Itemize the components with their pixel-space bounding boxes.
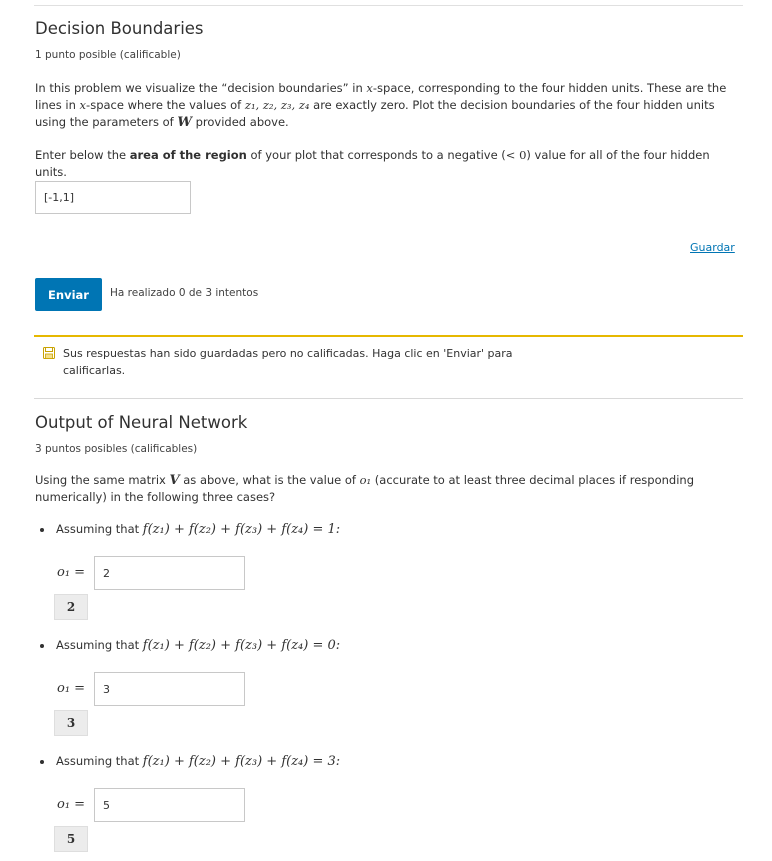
- saved-notice: [34, 335, 743, 385]
- problem-prompt-2: Using the same matrix V as above, what is the value of o₁ (accurate to at least three decimal places if responding numerically) in the following three cases?: [35, 473, 694, 504]
- problem-points-2: 3 puntos posibles (calificables): [35, 443, 198, 455]
- problem-instruction: Enter below the area of the region of your plot that corresponds to a negative (< 0) value for all of the four hidden units.: [35, 148, 710, 179]
- problem-points: 1 punto posible (calificable): [35, 49, 181, 61]
- list-bullet: [40, 644, 44, 648]
- case-1-answer-input[interactable]: [94, 556, 245, 590]
- case-1-variable: o₁ =: [57, 565, 86, 580]
- case-3-variable: o₁ =: [57, 797, 86, 812]
- area-answer-input[interactable]: [35, 181, 191, 214]
- case-2-answer-display: 3: [54, 710, 88, 736]
- save-link[interactable]: Guardar: [690, 241, 735, 254]
- top-divider: [34, 5, 743, 6]
- floppy-disk-icon: [43, 347, 55, 359]
- case-3-condition: Assuming that f(z₁) + f(z₂) + f(z₃) + f(z₄) = 3:: [56, 754, 341, 769]
- case-1-answer-display: 2: [54, 594, 88, 620]
- case-3-answer-display: 5: [54, 826, 88, 852]
- problem-title-decision-boundaries: Decision Boundaries: [35, 19, 204, 38]
- attempts-counter: Ha realizado 0 de 3 intentos: [110, 287, 259, 299]
- submit-button[interactable]: Enviar: [35, 278, 102, 311]
- case-3-answer-input[interactable]: [94, 788, 245, 822]
- case-2-condition: Assuming that f(z₁) + f(z₂) + f(z₃) + f(z₄) = 0:: [56, 638, 341, 653]
- case-2-answer-input[interactable]: [94, 672, 245, 706]
- problem-title-output-neural-network: Output of Neural Network: [35, 413, 248, 432]
- list-bullet: [40, 760, 44, 764]
- case-1-condition: Assuming that f(z₁) + f(z₂) + f(z₃) + f(z₄) = 1:: [56, 522, 341, 537]
- section-divider: [34, 398, 743, 399]
- list-bullet: [40, 528, 44, 532]
- problem-prompt: In this problem we visualize the “decision boundaries” in x-space, corresponding to the four hidden units. These are the lines in x-space where the values of z₁, z₂, z₃, z₄ are exactly zero. Plot the decision boundaries of the four hidden units using the parameters of W provided above.: [35, 81, 727, 130]
- case-2-variable: o₁ =: [57, 681, 86, 696]
- saved-notice-text: Sus respuestas han sido guardadas pero no calificadas. Haga clic en 'Enviar' para calificarlas.: [63, 347, 513, 377]
